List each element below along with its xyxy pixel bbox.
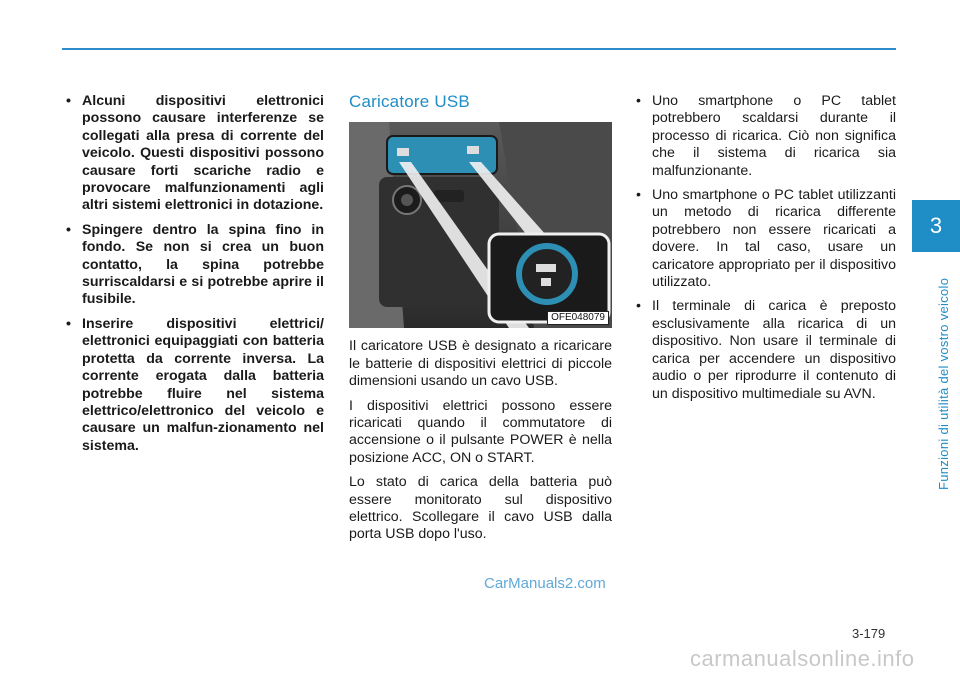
section-heading: Caricatore USB [349, 92, 470, 111]
figure-code: OFE048079 [547, 311, 609, 325]
left-column [66, 93, 324, 462]
list-item: • Alcuni dispositivi elettronici possono causare interferenze se collegati alla presa di corrente del veicolo. Questi dispositivi possono causare forti scariche radio e provocare malfunzionamenti agli altri sistemi elettronici in dotazione. [66, 93, 324, 215]
watermark-carmanuals2[interactable]: CarManuals2.com [484, 575, 606, 592]
paragraph: Il caricatore USB è designato a ricaricare le batterie di dispositivi elettrici di piccole dimensioni usando un cavo USB. [349, 338, 612, 390]
list-item: • Spingere dentro la spina fino in fondo. Se non si crea un buon contatto, la spina potrebbe surriscaldarsi e si potrebbe aprire il fusibile. [66, 222, 324, 309]
chapter-number: 3 [929, 213, 943, 238]
usb-charger-photo [349, 122, 612, 328]
list-item: • Il terminale di carica è preposto esclusivamente alla ricarica di un dispositivo. Non usare il terminale di carica per accendere un dispositivo audio o per riprodurre il contenuto di un dispositivo multimediale su AVN. [636, 298, 896, 402]
list-item: • Uno smartphone o PC tablet potrebbero scaldarsi durante il processo di ricarica. Ciò non significa che il sistema di ricarica sia malfunzionante. [636, 93, 896, 180]
paragraph: Lo stato di carica della batteria può essere monitorato sul dispositivo elettrico. Scollegare il cavo USB dalla porta USB dopo l'uso. [349, 474, 612, 543]
warning-list [66, 93, 324, 455]
console-illustration [349, 122, 612, 328]
list-item: • Uno smartphone o PC tablet utilizzanti un metodo di ricarica differente potrebbero non essere ricaricati a dovere. In tal caso, usare un caricatore appropriato per il dispositivo utilizzato. [636, 187, 896, 291]
page-number: 3-179 [852, 626, 886, 641]
paragraph: I dispositivi elettrici possono essere ricaricati quando il commutatore di accensione o il pulsante POWER è nella posizione ACC, ON o START. [349, 397, 612, 466]
chapter-side-label [936, 250, 951, 490]
right-column [636, 93, 896, 410]
middle-column [349, 93, 612, 551]
chapter-title: Funzioni di utilità del vostro veicolo [936, 277, 951, 490]
chapter-tab [912, 200, 960, 252]
watermark-carmanualsonline[interactable]: carmanualsonline.info [690, 646, 915, 671]
list-item: • Inserire dispositivi elettrici/ elettronici equipaggiati con batteria protetta da corrente inversa. La corrente erogata dalla batteria potrebbe fluire nel sistema elettrico/elettronico del veicolo e causare un malfun-zionamento nel sistema. [66, 316, 324, 455]
top-rule [62, 48, 896, 50]
info-list [636, 93, 896, 403]
